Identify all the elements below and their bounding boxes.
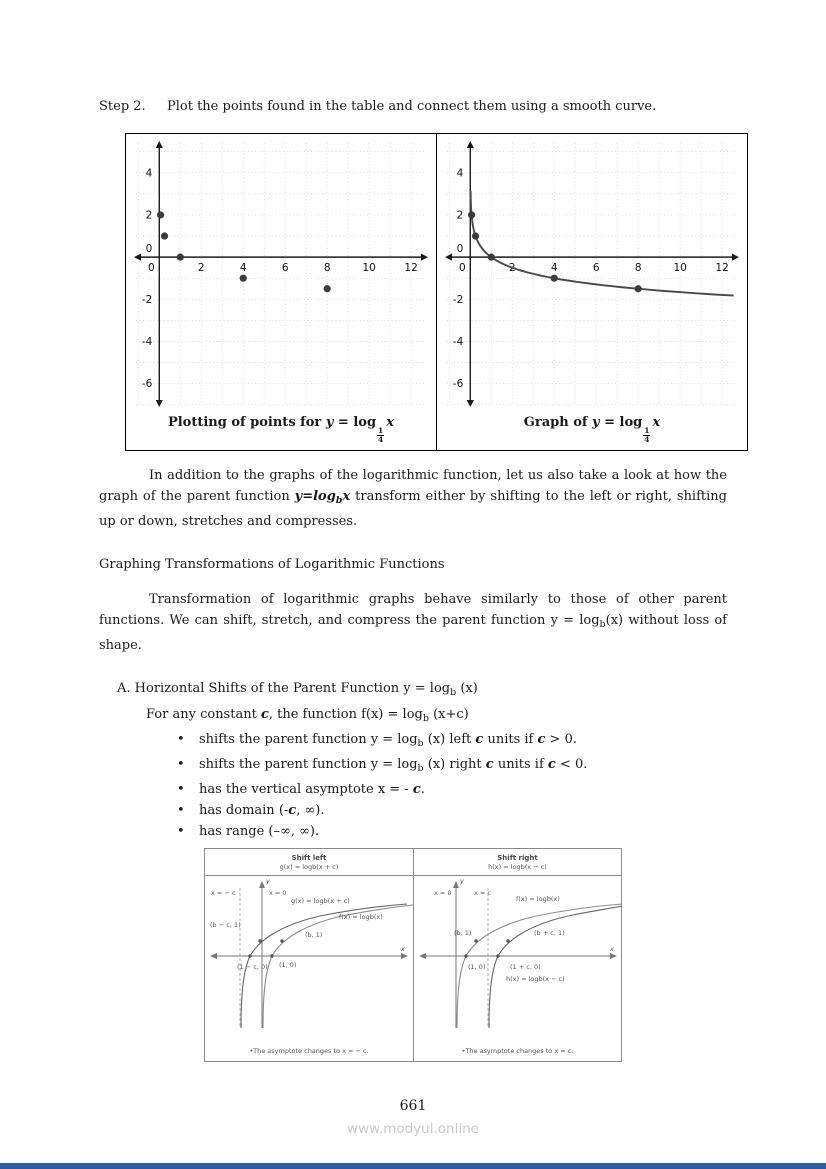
svg-text:0: 0	[145, 243, 153, 256]
axis-zero-label: x = 0	[269, 889, 287, 897]
step-label: Step 2.	[99, 99, 146, 114]
svg-text:-6: -6	[141, 378, 153, 391]
svg-text:-2: -2	[452, 293, 464, 306]
svg-text:8: 8	[634, 262, 642, 275]
svg-text:4: 4	[239, 262, 247, 275]
shift-left-title: Shift left	[291, 854, 327, 862]
shift-right-note: •The asymptote changes to x = c.	[461, 1047, 574, 1055]
subsection-a-intro: For any constant c, the function $f(x) = \log_b (x+c)$	[146, 707, 469, 724]
svg-text:8: 8	[323, 262, 331, 275]
caption-left-text: Plotting of points for	[167, 415, 322, 430]
footer-bar	[0, 1163, 826, 1169]
svg-text:2: 2	[145, 209, 153, 222]
x-axis-label: x	[401, 945, 405, 953]
point-label: (b + c, 1)	[534, 929, 565, 937]
svg-text:2: 2	[197, 262, 205, 275]
svg-text:0: 0	[147, 262, 155, 275]
point-label: (1 − c, 0)	[237, 963, 268, 971]
svg-text:12: 12	[404, 262, 418, 275]
axis-zero-label: x = 0	[434, 889, 452, 897]
svg-text:-4: -4	[141, 336, 153, 348]
svg-text:4: 4	[456, 167, 464, 180]
point-label: (b − c, 1)	[210, 921, 241, 929]
svg-text:10: 10	[362, 262, 376, 275]
point-label: (1, 0)	[468, 963, 486, 971]
fraction-numerator: 1	[644, 426, 650, 435]
svg-text:2: 2	[508, 262, 516, 275]
paragraph-intro-transform: In addition to the graphs of the logarithmic function, let us also take a look at how the graph of the parent function $y=\log_bx$ transform either by shifting to the left or right, shifting up or down, stretches and compresses.	[99, 468, 727, 529]
shift-left-formula: g(x) = logb(x + c)	[279, 863, 339, 871]
svg-text:4: 4	[145, 167, 153, 180]
math-y: y	[592, 415, 600, 430]
shift-right-header	[414, 849, 621, 876]
watermark: www.modyul.online	[347, 1121, 479, 1137]
shift-right-plot	[414, 876, 621, 1036]
parent-curve-label: f(x) = logb(x)	[516, 895, 560, 903]
svg-text:-2: -2	[141, 293, 153, 306]
graphs-figure	[125, 133, 748, 451]
shift-left-note: •The asymptote changes to x = − c.	[249, 1047, 369, 1055]
fraction-numerator: 1	[378, 426, 384, 435]
caption-right	[524, 412, 660, 445]
shift-right-formula: h(x) = logb(x − c)	[488, 863, 547, 871]
asymptote-label: x = − c	[211, 889, 236, 897]
step-2-instruction	[99, 96, 727, 117]
shifted-curve-label: h(x) = logb(x − c)	[506, 975, 565, 983]
math-eq: =	[604, 415, 616, 430]
math-x: x	[652, 415, 661, 430]
shift-left-header	[205, 849, 413, 876]
page-number: 661	[399, 1098, 427, 1114]
left-graph-panel	[126, 134, 436, 450]
shift-figure	[204, 848, 622, 1062]
svg-text:-6: -6	[452, 378, 464, 391]
svg-text:12: 12	[715, 262, 729, 275]
curve-plot-log-quarter	[443, 139, 741, 409]
y-axis-label: y	[266, 877, 270, 885]
fraction-denominator: 4	[378, 435, 384, 445]
caption-left	[168, 412, 394, 445]
svg-text:-4: -4	[452, 336, 464, 348]
math-log: log	[353, 415, 377, 430]
point-label: (1 + c, 0)	[510, 963, 541, 971]
svg-text:4: 4	[550, 262, 558, 275]
parent-curve-label: f(x) = logb(x)	[339, 913, 383, 921]
section-heading: Graphing Transformations of Logarithmic Functions	[99, 557, 445, 572]
math-x: x	[386, 415, 395, 430]
point-label: (b, 1)	[454, 929, 472, 937]
right-graph-panel	[436, 134, 747, 450]
svg-text:6: 6	[281, 262, 289, 275]
point-label: (1, 0)	[279, 961, 297, 969]
shift-right-panel	[413, 849, 621, 1061]
svg-text:10: 10	[673, 262, 687, 275]
svg-text:2: 2	[456, 209, 464, 222]
step-text: Plot the points found in the table and connect them using a smooth curve.	[167, 99, 657, 114]
bullet-range: • has range (–∞, ∞).	[175, 821, 727, 842]
bullet-asymptote: • has the vertical asymptote x = - c.	[175, 779, 727, 800]
fraction-denominator: 4	[644, 435, 650, 445]
math-y: y	[325, 415, 334, 430]
asymptote-label: x = c	[474, 889, 491, 897]
svg-text:0: 0	[456, 243, 464, 256]
shifted-curve-label: g(x) = logb(x + c)	[291, 897, 350, 905]
bullet-list	[175, 729, 727, 842]
svg-text:6: 6	[592, 262, 600, 275]
point-label: (b, 1)	[305, 931, 323, 939]
bullet-shift-left: • shifts the parent function $y = \log_b (x)$ left c units if c > 0.	[175, 729, 727, 754]
math-eq: =	[337, 415, 349, 430]
svg-text:0: 0	[458, 262, 466, 275]
paragraph-transformations: Transformation of logarithmic graphs behave similarly to those of other parent functions. We can shift, stretch, and compress the parent function $y = \log_b(x)$ without loss of shape.	[99, 592, 727, 653]
caption-right-text: Graph of	[523, 415, 588, 430]
shift-left-plot	[205, 876, 413, 1036]
subsection-a-title: A. Horizontal Shifts of the Parent Function $y = \log_b (x)$	[117, 681, 478, 698]
shift-left-panel	[205, 849, 413, 1061]
scatter-plot-log-quarter	[132, 139, 430, 409]
fraction-one-fourth	[643, 427, 650, 445]
shift-right-title: Shift right	[497, 854, 538, 862]
y-axis-label: y	[460, 877, 464, 885]
fraction-one-fourth	[377, 427, 384, 445]
math-log: log	[619, 415, 643, 430]
bullet-shift-right: • shifts the parent function $y = \log_b (x)$ right c units if c < 0.	[175, 754, 727, 779]
bullet-domain: • has domain (-c, ∞).	[175, 800, 727, 821]
x-axis-label: x	[610, 945, 614, 953]
